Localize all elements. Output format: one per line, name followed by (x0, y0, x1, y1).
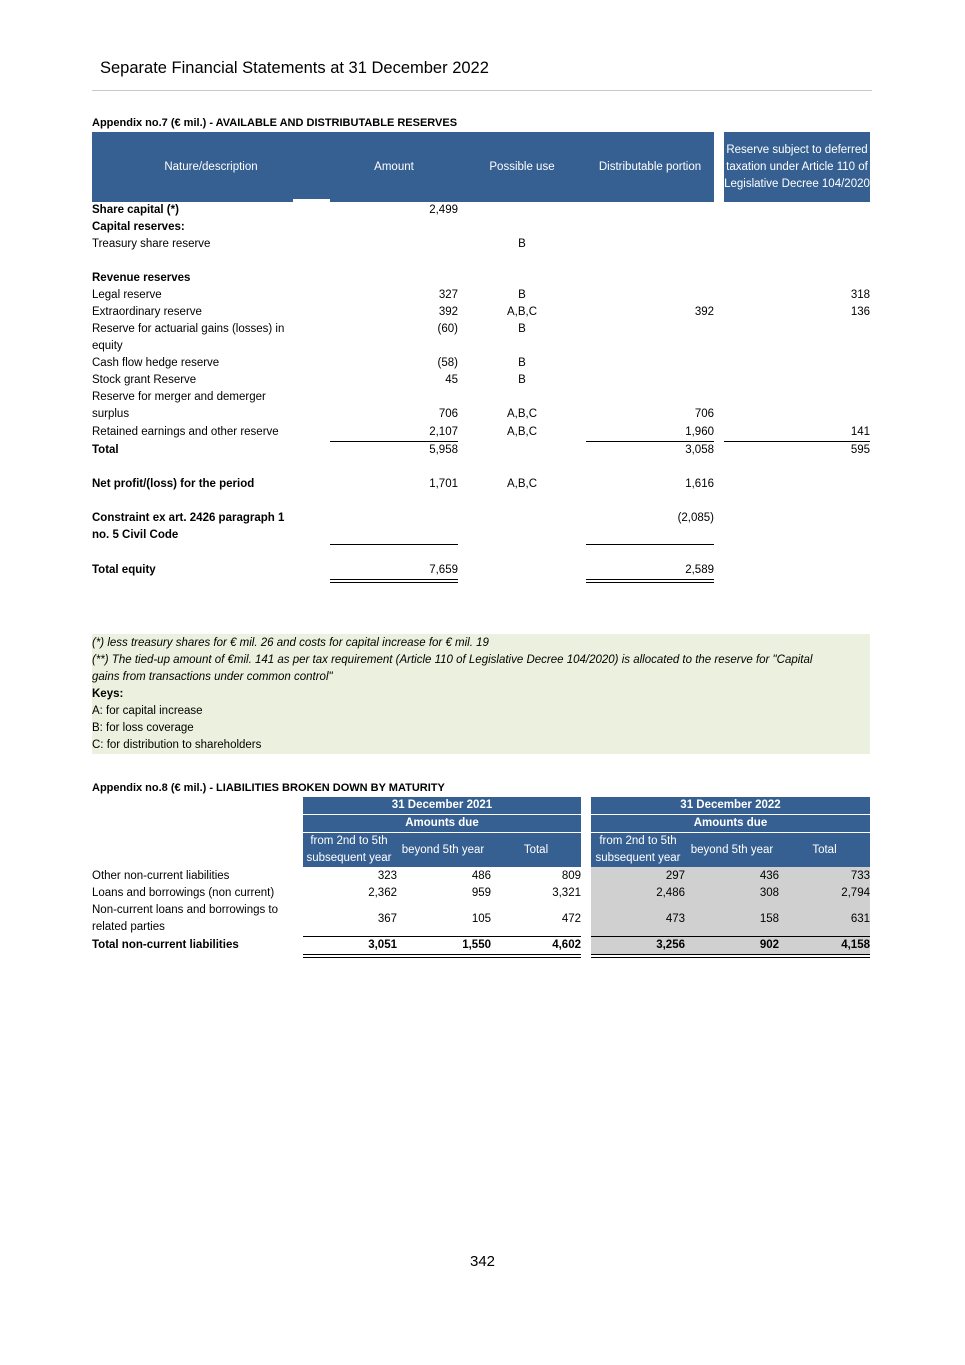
col-header-amount: Amount (330, 132, 458, 202)
row-label-total-ncl: Total non-current liabilities (92, 939, 239, 951)
appendix8-title: Appendix no.8 (€ mil.) - LIABILITIES BROKEN DOWN BY MATURITY (92, 782, 445, 794)
loans-2to5-2021: 2,362 (368, 887, 397, 899)
amount-merger: 706 (438, 408, 458, 420)
dist-total: 3,058 (685, 444, 714, 456)
total-double-rule-2021 (303, 954, 581, 958)
subcol-total-2022: Total (779, 833, 870, 867)
note-tied-up: (**) The tied-up amount of €mil. 141 as per tax requirement (Article 110 of Legislative Decree 104/2020) is allocated to the reserve for "Capital (92, 654, 813, 666)
row-label-loans: Loans and borrowings (non current) (92, 887, 275, 899)
col-header-nature: Nature/description (92, 132, 330, 202)
amounts-due-2021: Amounts due (303, 815, 581, 833)
total-ncl-total-2022: 4,158 (841, 939, 870, 951)
amount-stock-grant: 45 (445, 374, 458, 386)
col-header-reserve-deferred: Reserve subject to deferred taxation under Article 110 of Legislative Decree 104/2020 (724, 132, 870, 202)
period-header-2021: 31 December 2021 (303, 797, 581, 815)
header-divider (92, 90, 872, 91)
use-legal-reserve: B (518, 289, 526, 301)
col-header-distributable: Distributable portion (586, 132, 714, 202)
row-label-net-profit: Net profit/(loss) for the period (92, 478, 255, 490)
row-label-revenue-reserves: Revenue reserves (92, 272, 191, 284)
use-merger: A,B,C (506, 408, 538, 420)
dist-merger: 706 (694, 408, 714, 420)
dist-retained-earnings: 1,960 (685, 426, 714, 438)
equity-rule-amount (330, 544, 458, 545)
use-actuarial: B (518, 323, 526, 335)
total-equity-double-rule-dist (586, 579, 714, 583)
amount-extraordinary: 392 (438, 306, 458, 318)
amount-total-equity: 7,659 (429, 564, 458, 576)
dist-constraint: (2,085) (677, 512, 714, 524)
subcol-total-2021: Total (491, 833, 581, 867)
reserve-total: 595 (850, 444, 870, 456)
total-equity-double-rule-amount (330, 579, 458, 583)
use-net-profit: A,B,C (506, 478, 538, 490)
row-label-share-capital: Share capital (*) (92, 204, 179, 216)
keys-heading: Keys: (92, 688, 124, 700)
related-total-2021: 472 (561, 913, 581, 925)
note-tied-up-cont: gains from transactions under common control" (92, 671, 333, 683)
dist-extraordinary: 392 (694, 306, 714, 318)
amount-cash-flow-hedge: (58) (437, 357, 458, 369)
related-beyond5-2022: 158 (759, 913, 779, 925)
row-label-capital-reserves: Capital reserves: (92, 221, 185, 233)
period-header-2022: 31 December 2022 (591, 797, 870, 815)
row-label-extraordinary: Extraordinary reserve (92, 306, 202, 318)
use-extraordinary: A,B,C (506, 306, 538, 318)
subcol-2to5-2021: from 2nd to 5th subsequent year (303, 833, 395, 867)
dist-net-profit: 1,616 (685, 478, 714, 490)
row-label-merger: Reserve for merger and demerger (92, 391, 266, 403)
related-2to5-2022: 473 (665, 913, 685, 925)
appendix7-title: Appendix no.7 (€ mil.) - AVAILABLE AND DISTRIBUTABLE RESERVES (92, 117, 458, 129)
equity-rule-dist (586, 544, 714, 545)
amount-retained-earnings: 2,107 (429, 426, 458, 438)
other-ncl-beyond5-2022: 436 (759, 870, 779, 882)
row-label-actuarial-cont: equity (92, 340, 123, 352)
row-label-constraint-cont: no. 5 Civil Code (92, 529, 179, 541)
row-label-total: Total (92, 444, 119, 456)
row-label-constraint: Constraint ex art. 2426 paragraph 1 (92, 512, 285, 524)
other-ncl-total-2022: 733 (850, 870, 870, 882)
row-label-actuarial: Reserve for actuarial gains (losses) in (92, 323, 285, 335)
use-stock-grant: B (518, 374, 526, 386)
key-b: B: for loss coverage (92, 722, 194, 734)
amounts-due-2022: Amounts due (591, 815, 870, 833)
loans-total-2022: 2,794 (841, 887, 870, 899)
row-label-treasury-share: Treasury share reserve (92, 238, 211, 250)
use-cash-flow-hedge: B (518, 357, 526, 369)
related-2to5-2021: 367 (377, 913, 397, 925)
row-label-related-parties: Non-current loans and borrowings to (92, 904, 279, 916)
other-ncl-total-2021: 809 (561, 870, 581, 882)
row-label-retained-earnings: Retained earnings and other reserve (92, 426, 279, 438)
related-beyond5-2021: 105 (471, 913, 491, 925)
related-total-2022: 631 (850, 913, 870, 925)
amount-share-capital: 2,499 (429, 204, 458, 216)
header-notch (293, 199, 330, 202)
row-label-total-equity: Total equity (92, 564, 156, 576)
total-ncl-2to5-2021: 3,051 (368, 939, 397, 951)
subcol-beyond5-2021: beyond 5th year (395, 833, 491, 867)
row-label-stock-grant: Stock grant Reserve (92, 374, 197, 386)
row-label-other-ncl: Other non-current liabilities (92, 870, 230, 882)
total-ncl-beyond5-2022: 902 (759, 939, 779, 951)
amount-legal-reserve: 327 (438, 289, 458, 301)
subcol-2to5-2022: from 2nd to 5th subsequent year (591, 833, 685, 867)
reserve-legal-reserve: 318 (850, 289, 870, 301)
page-header: Separate Financial Statements at 31 December 2022 (100, 59, 489, 77)
row-label-merger-cont: surplus (92, 408, 130, 420)
total-ncl-beyond5-2021: 1,550 (462, 939, 491, 951)
use-retained-earnings: A,B,C (506, 426, 538, 438)
subcol-beyond5-2022: beyond 5th year (685, 833, 779, 867)
note-treasury: (*) less treasury shares for € mil. 26 and costs for capital increase for € mil. 19 (92, 637, 489, 649)
amount-total: 5,958 (429, 444, 458, 456)
other-ncl-2to5-2021: 323 (377, 870, 397, 882)
amount-actuarial: (60) (437, 323, 458, 335)
loans-beyond5-2022: 308 (759, 887, 779, 899)
amount-net-profit: 1,701 (429, 478, 458, 490)
col-header-possible-use: Possible use (458, 132, 586, 202)
total-ncl-total-2021: 4,602 (552, 939, 581, 951)
total-ncl-2to5-2022: 3,256 (656, 939, 685, 951)
other-ncl-2to5-2022: 297 (665, 870, 685, 882)
reserve-extraordinary: 136 (850, 306, 870, 318)
key-c: C: for distribution to shareholders (92, 739, 262, 751)
key-a: A: for capital increase (92, 705, 203, 717)
row-label-cash-flow-hedge: Cash flow hedge reserve (92, 357, 220, 369)
page-number: 342 (469, 1253, 496, 1270)
loans-2to5-2022: 2,486 (656, 887, 685, 899)
total-double-rule-2022 (591, 954, 870, 958)
row-label-legal-reserve: Legal reserve (92, 289, 162, 301)
use-treasury-share: B (518, 238, 526, 250)
other-ncl-beyond5-2021: 486 (471, 870, 491, 882)
reserve-retained-earnings: 141 (850, 426, 870, 438)
loans-beyond5-2021: 959 (471, 887, 491, 899)
dist-total-equity: 2,589 (685, 564, 714, 576)
loans-total-2021: 3,321 (552, 887, 581, 899)
row-label-related-parties-cont: related parties (92, 921, 165, 933)
